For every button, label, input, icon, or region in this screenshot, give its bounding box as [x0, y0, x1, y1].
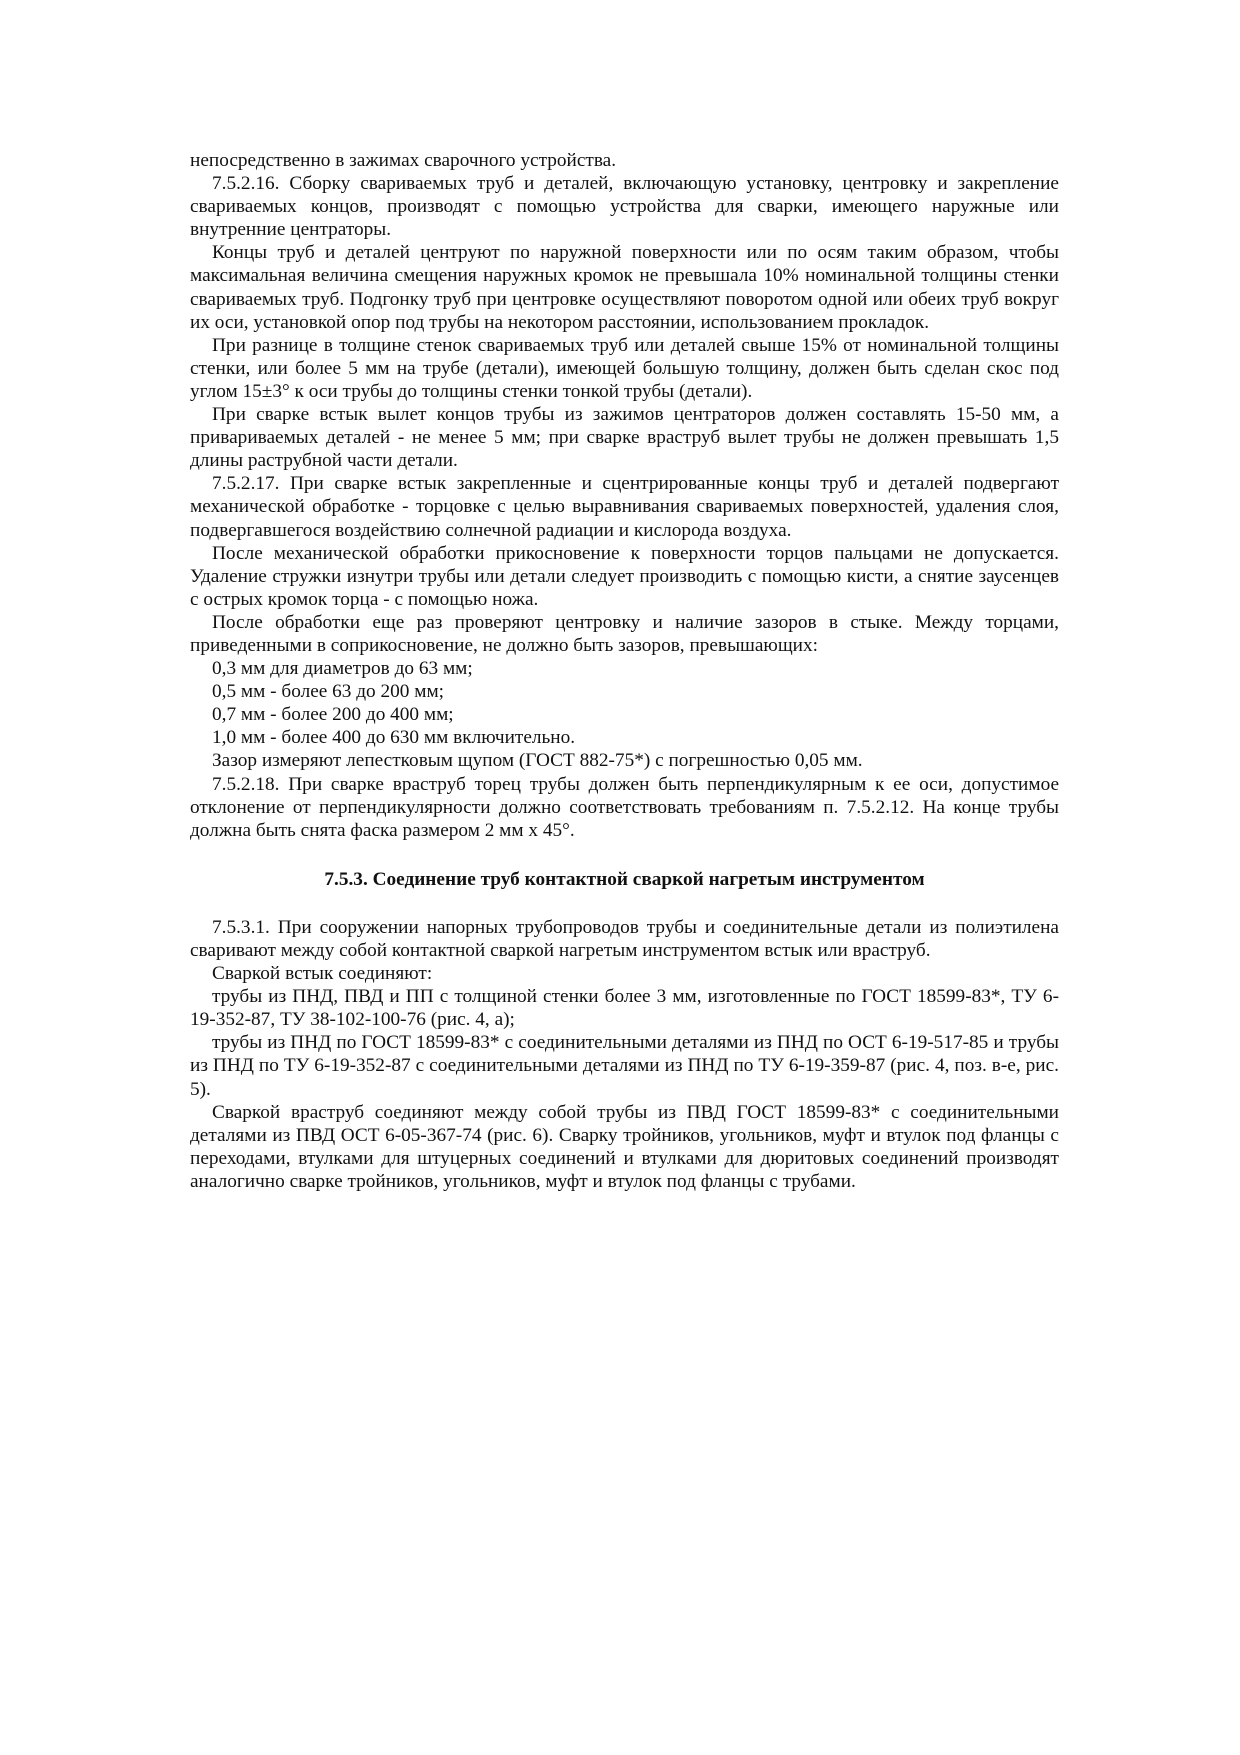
paragraph-butt-welding-fittings: трубы из ПНД по ГОСТ 18599-83* с соединительными деталями из ПНД по ОСТ 6-19-517-85 и трубы из ПНД по ТУ 6-19-352-87 с соединительными деталями из ПНД по ТУ 6-19-359-87 (рис. 4, поз. в-е, рис. 5).	[190, 1032, 1059, 1100]
paragraph-7-5-2-16: 7.5.2.16. Сборку свариваемых труб и деталей, включающую установку, центровку и закрепление свариваемых концов, производят с помощью устройства для сварки, имеющего наружные или внутренние центраторы.	[190, 173, 1059, 241]
paragraph-continuation: непосредственно в зажимах сварочного устройства.	[190, 150, 617, 171]
paragraph-centering: Концы труб и деталей центруют по наружной поверхности или по осям таким образом, чтобы максимальная величина смещения наружных кромок не превышала 10% номинальной толщины стенки свариваемых труб. Подгонку труб при центровке осуществляют поворотом одной или обеих труб вокруг их оси, установкой опор под трубы на некотором расстоянии, использованием прокладок.	[190, 242, 1059, 333]
list-item-gap: 0,5 мм - более 63 до 200 мм;	[212, 681, 445, 703]
paragraph-gap-measurement: Зазор измеряют лепестковым щупом (ГОСТ 882-75*) с погрешностью 0,05 мм.	[212, 750, 863, 772]
list-item-gap: 0,3 мм для диаметров до 63 мм;	[212, 658, 473, 680]
paragraph-7-5-3-1: 7.5.3.1. При сооружении напорных трубопроводов трубы и соединительные детали из полиэтилена сваривают между собой контактной сваркой нагретым инструментом встык или враструб.	[190, 916, 1059, 961]
section-heading: 7.5.3. Соединение труб контактной сваркой нагретым инструментом	[324, 868, 925, 890]
paragraph-butt-welding-pipes: трубы из ПНД, ПВД и ПП с толщиной стенки более 3 мм, изготовленные по ГОСТ 18599-83*, ТУ 6-19-352-87, ТУ 38-102-100-76 (рис. 4, а);	[190, 986, 1059, 1031]
paragraph-pipe-overhang: При сварке встык вылет концов трубы из зажимов центраторов должен составлять 15-50 мм, а привариваемых деталей - не менее 5 мм; при сварке враструб вылет трубы не должен превышать 1,5 длины раструбной части детали.	[190, 404, 1059, 472]
document-page	[190, 149, 1059, 1193]
paragraph-wall-thickness: При разнице в толщине стенок свариваемых труб или деталей свыше 15% от номинальной толщины стенки, или более 5 мм на трубе (детали), имеющей большую толщину, должен быть сделан скос под углом 15±3° к оси трубы до толщины стенки тонкой трубы (детали).	[190, 334, 1059, 402]
paragraph-7-5-2-17: 7.5.2.17. При сварке встык закрепленные и сцентрированные концы труб и деталей подвергают механической обработке - торцовке с целью выравнивания свариваемых поверхностей, удаления слоя, подвергавшегося воздействию солнечной радиации и кислорода воздуха.	[190, 473, 1059, 541]
paragraph-socket-welding: Сваркой враструб соединяют между собой трубы из ПВД ГОСТ 18599-83* с соединительными деталями из ПВД ОСТ 6-05-367-74 (рис. 6). Сварку тройников, угольников, муфт и втулок под фланцы с переходами, втулками для штуцерных соединений и втулками для дюритовых соединений производят аналогично сварке тройников, угольников, муфт и втулок под фланцы с трубами.	[190, 1101, 1059, 1192]
list-item-gap: 0,7 мм - более 200 до 400 мм;	[212, 704, 454, 726]
paragraph-after-machining: После механической обработки прикосновение к поверхности торцов пальцами не допускается. Удаление стружки изнутри трубы или детали следует производить с помощью кисти, а снятие заусенцев с острых кромок торца - с помощью ножа.	[190, 542, 1059, 610]
paragraph-7-5-2-18: 7.5.2.18. При сварке враструб торец трубы должен быть перпендикулярным к ее оси, допустимое отклонение от перпендикулярности должно соответствовать требованиям п. 7.5.2.12. На конце трубы должна быть снята фаска размером 2 мм х 45°.	[190, 773, 1059, 841]
paragraph-butt-welding-intro: Сваркой встык соединяют:	[212, 963, 433, 985]
paragraph-gap-check: После обработки еще раз проверяют центровку и наличие зазоров в стыке. Между торцами, приведенными в соприкосновение, не должно быть зазоров, превышающих:	[190, 611, 1059, 656]
list-item-gap: 1,0 мм - более 400 до 630 мм включительно.	[212, 727, 576, 749]
